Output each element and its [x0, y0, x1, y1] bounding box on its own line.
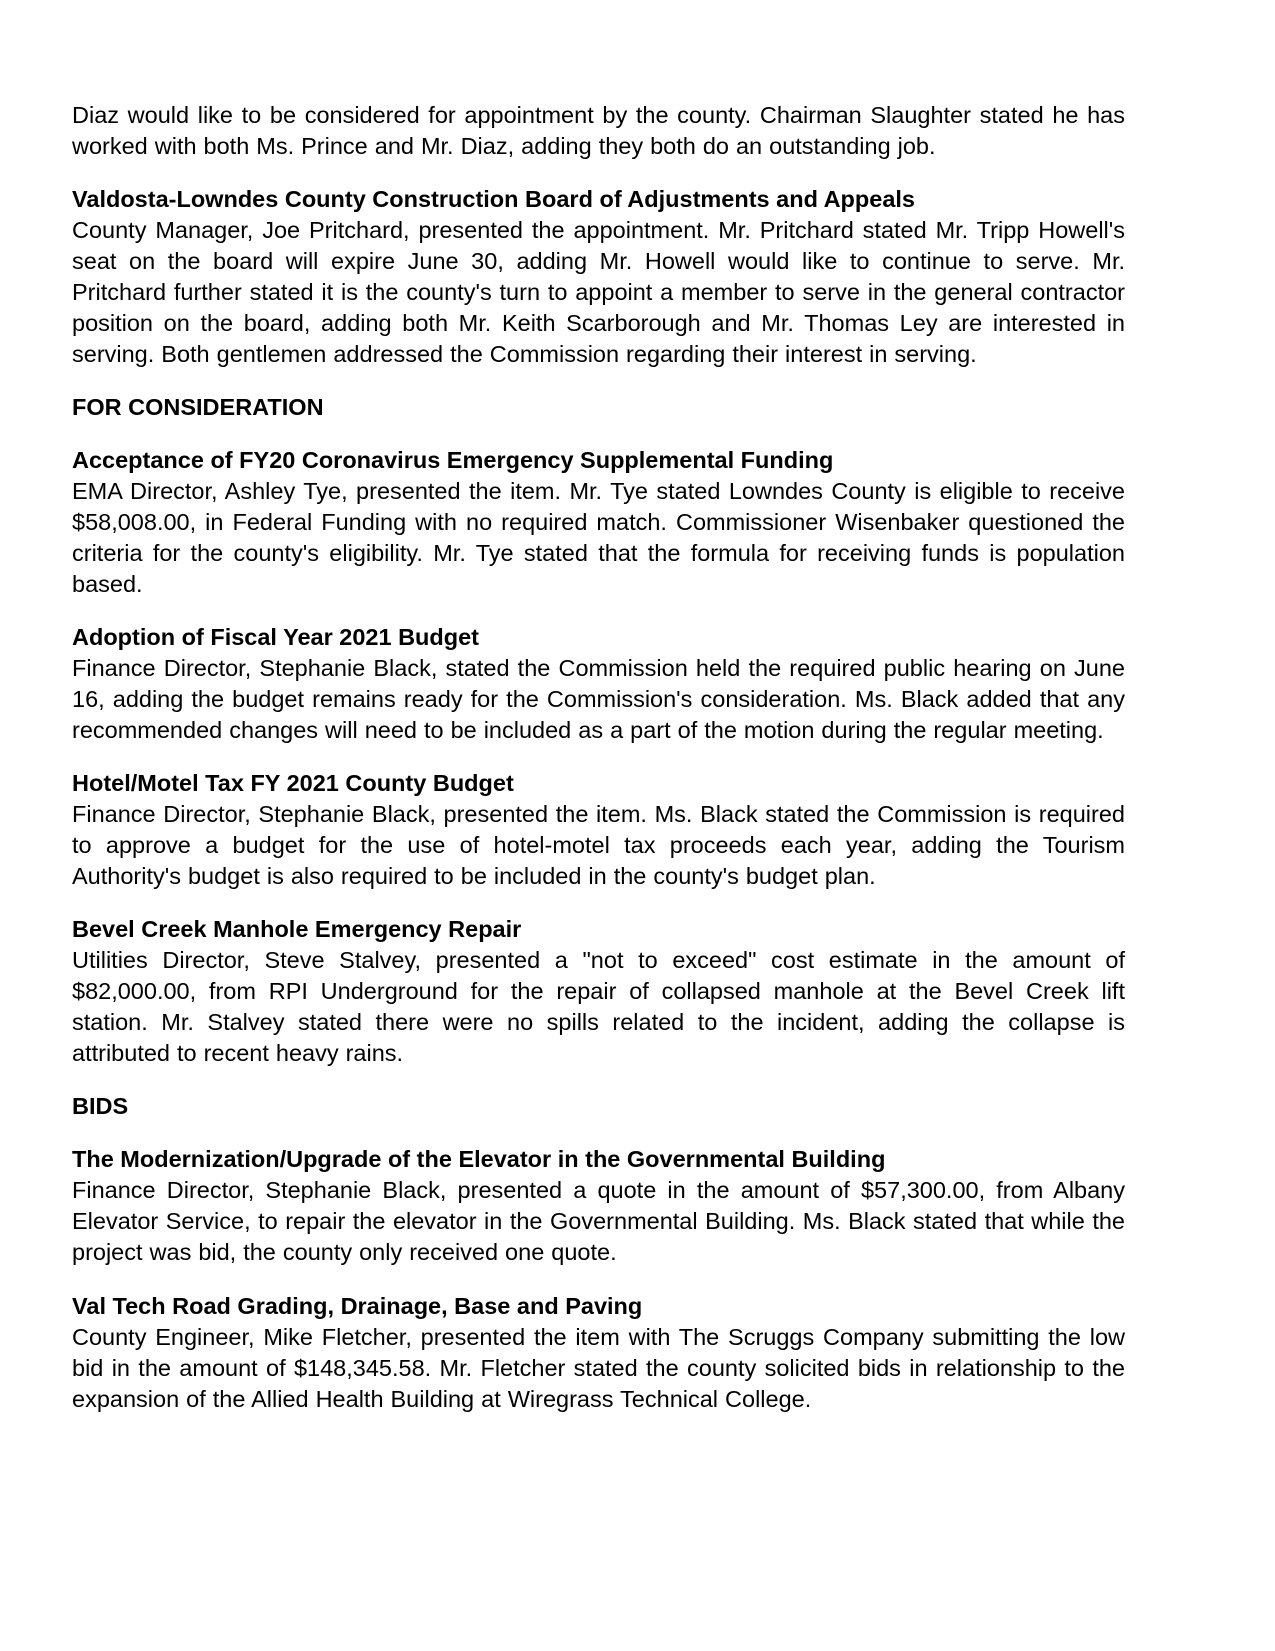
body-fy2021-budget: Finance Director, Stephanie Black, stated the Commission held the required public hearing on June 16, adding the budget remains ready for the Commission's consideration. Ms. Black added that any recommended changes will need to be included as a part of the motion during the regular meeting. [72, 655, 1125, 744]
body-bevel-creek-manhole: Utilities Director, Steve Stalvey, presented a "not to exceed" cost estimate in the amount of $82,000.00, from RPI Underground for the repair of collapsed manhole at the Bevel Creek lift station. Mr. Stalvey stated there were no spills related to the incident, adding the collapse is attributed to recent heavy rains. [72, 947, 1125, 1067]
body-val-tech-road: County Engineer, Mike Fletcher, presented the item with The Scruggs Company submitting the low bid in the amount of $148,345.58. Mr. Fletcher stated the county solicited bids in relationship to the expansion of the Allied Health Building at Wiregrass Technical College. [72, 1323, 1125, 1412]
section-heading-bids: BIDS [72, 1093, 129, 1120]
section-heading-for-consideration: FOR CONSIDERATION [72, 394, 324, 421]
heading-construction-board: Valdosta-Lowndes County Construction Board of Adjustments and Appeals [72, 186, 916, 213]
body-coronavirus-funding: EMA Director, Ashley Tye, presented the item. Mr. Tye stated Lowndes County is eligible to receive $58,008.00, in Federal Funding with no required match. Commissioner Wisenbaker questioned the criteria for the county's eligibility. Mr. Tye stated that the formula for receiving funds is population based. [72, 478, 1125, 598]
heading-fy2021-budget: Adoption of Fiscal Year 2021 Budget [72, 624, 479, 651]
section-for-consideration [72, 392, 1125, 423]
heading-hotel-motel-tax: Hotel/Motel Tax FY 2021 County Budget [72, 770, 514, 797]
body-hotel-motel-tax: Finance Director, Stephanie Black, presented the item. Ms. Black stated the Commission is required to approve a budget for the use of hotel-motel tax proceeds each year, adding the Tourism Authority's budget is also required to be included in the county's budget plan. [72, 801, 1125, 890]
item-fy2021-budget [72, 622, 1125, 746]
item-bevel-creek-manhole [72, 914, 1125, 1069]
heading-coronavirus-funding: Acceptance of FY20 Coronavirus Emergency Supplemental Funding [72, 447, 834, 474]
item-elevator-modernization [72, 1144, 1125, 1268]
section-bids [72, 1091, 1125, 1122]
paragraph-block-continued [72, 100, 1125, 162]
document-body [72, 100, 1125, 1415]
body-elevator-modernization: Finance Director, Stephanie Black, presented a quote in the amount of $57,300.00, from Albany Elevator Service, to repair the elevator in the Governmental Building. Ms. Black stated that while the project was bid, the county only received one quote. [72, 1177, 1125, 1266]
item-coronavirus-funding [72, 445, 1125, 600]
heading-bevel-creek-manhole: Bevel Creek Manhole Emergency Repair [72, 916, 522, 943]
continued-paragraph: Diaz would like to be considered for appointment by the county. Chairman Slaughter stated he has worked with both Ms. Prince and Mr. Diaz, adding they both do an outstanding job. [72, 102, 1125, 160]
heading-val-tech-road: Val Tech Road Grading, Drainage, Base and Paving [72, 1292, 643, 1319]
heading-elevator-modernization: The Modernization/Upgrade of the Elevator in the Governmental Building [72, 1146, 886, 1173]
item-val-tech-road [72, 1291, 1125, 1415]
item-construction-board [72, 184, 1125, 370]
body-construction-board: County Manager, Joe Pritchard, presented the appointment. Mr. Pritchard stated Mr. Tripp Howell's seat on the board will expire June 30, adding Mr. Howell would like to continue to serve. Mr. Pritchard further stated it is the county's turn to appoint a member to serve in the general contractor position on the board, adding both Mr. Keith Scarborough and Mr. Thomas Ley are interested in serving. Both gentlemen addressed the Commission regarding their interest in serving. [72, 217, 1125, 368]
item-hotel-motel-tax [72, 768, 1125, 892]
